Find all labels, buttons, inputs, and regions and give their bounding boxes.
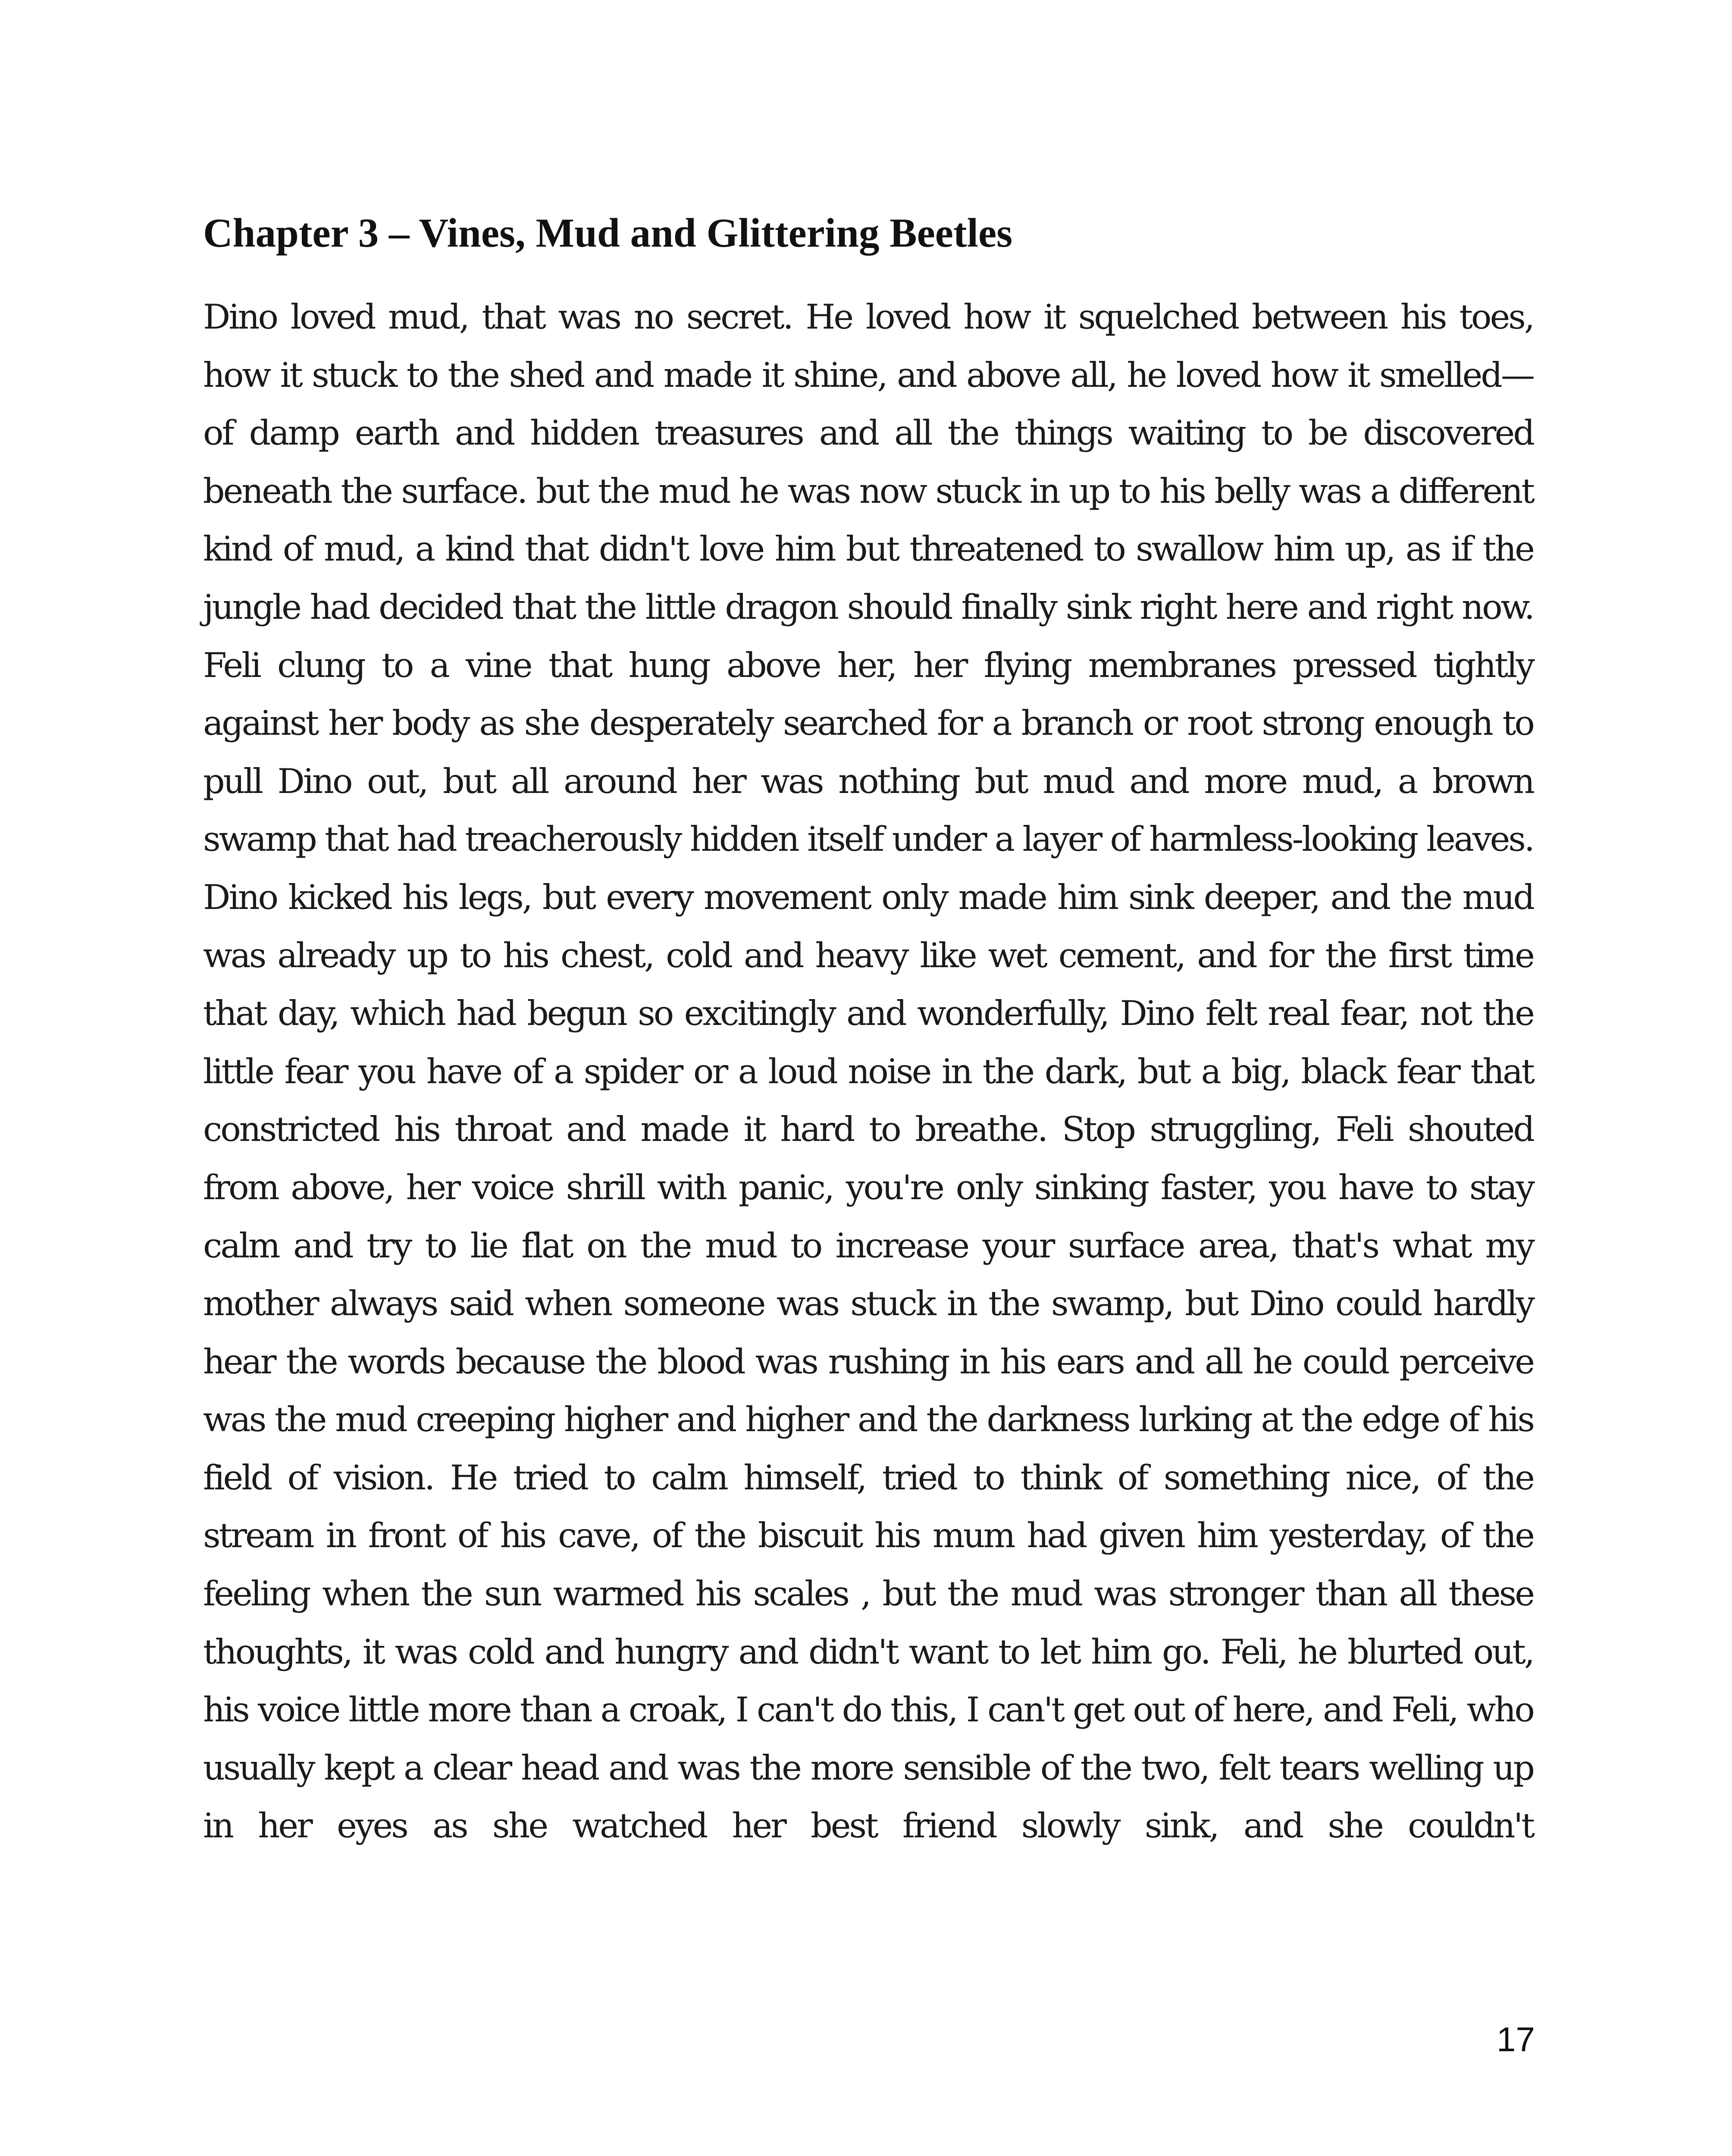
chapter-title: Chapter 3 – Vines, Mud and Glittering Beetles (203, 210, 1013, 256)
body-paragraph: Dino loved mud, that was no secret. He loved how it squelched between his toes, how it stuck to the shed and made it shine, and above all, he loved how it smelled—of damp earth and hidden treasures and all the things waiting to be discovered beneath the surface. but the mud he was now stuck in up to his belly was a different kind of mud, a kind that didn't love him but threatened to swallow him up, as if the jungle had decided that the little dragon should finally sink right here and right now. Feli clung to a vine that hung above her, her flying membranes pressed tightly against her body as she desperately searched for a branch or root strong enough to pull Dino out, but all around her was nothing but mud and more mud, a brown swamp that had treacherously hidden itself under a layer of harmless-looking leaves. Dino kicked his legs, but every movement only made him sink deeper, and the mud was already up to his chest, cold and heavy like wet cement, and for the first time that day, which had begun so excitingly and wonderfully, Dino felt real fear, not the little fear you have of a spider or a loud noise in the dark, but a big, black fear that constricted his throat and made it hard to breathe. Stop struggling, Feli shouted from above, her voice shrill with panic, you're only sinking faster, you have to stay calm and try to lie flat on the mud to increase your surface area, that's what my mother always said when someone was stuck in the swamp, but Dino could hardly hear the words because the blood was rushing in his ears and all he could perceive was the mud creeping higher and higher and the darkness lurking at the edge of his field of vision. He tried to calm himself, tried to think of something nice, of the stream in front of his cave, of the biscuit his mum had given him yesterday, of the feeling when the sun warmed his scales , but the mud was stronger than all these thoughts, it was cold and hungry and didn't want to let him go. Feli, he blurted out, his voice little more than a croak, I can't do this, I can't get out of here, and Feli, who usually kept a clear head and was the more sensible of the two, felt tears welling up in her eyes as she watched her best friend slowly sink, and she couldn't (203, 297, 1533, 1846)
page-number: 17 (1497, 2020, 1535, 2059)
page-content (203, 203, 1533, 1855)
